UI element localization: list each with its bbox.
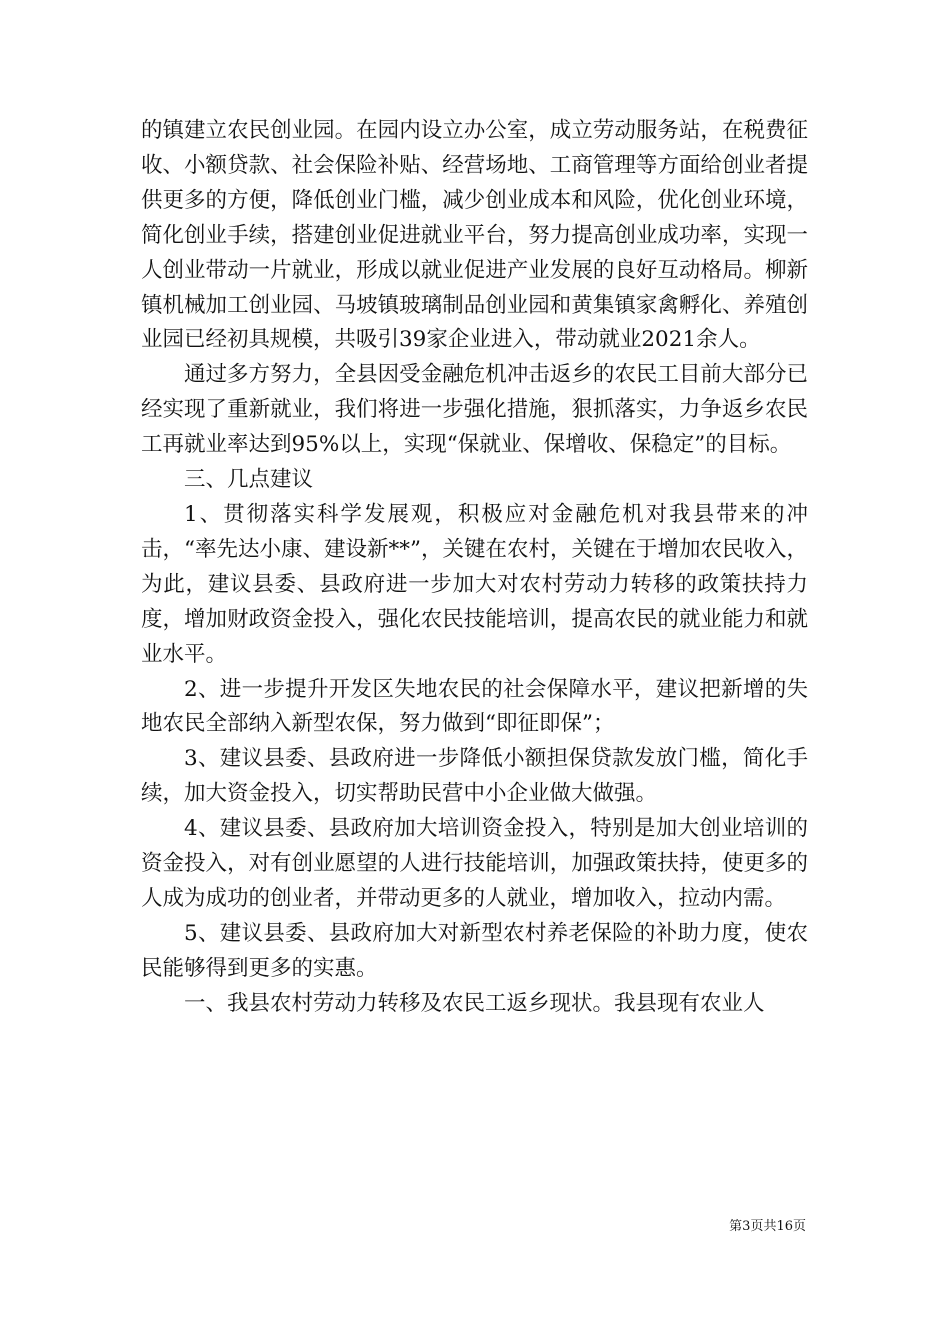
- suggestion-item-5: 5、建议县委、县政府加大对新型农村养老保险的补助力度，使农民能够得到更多的实惠。: [141, 920, 808, 981]
- paragraph-summary: 通过多方努力，全县因受金融危机冲击返乡的农民工目前大部分已经实现了重新就业，我们将进一步强化措施，狠抓落实，力争返乡农民工再就业率达到95%以上，实现“保就业、保增收、保稳定”的目标。: [141, 362, 808, 458]
- suggestion-item-3: 3、建议县委、县政府进一步降低小额担保贷款发放门槛，简化手续，加大资金投入，切实帮助民营中小企业做大做强。: [141, 746, 808, 807]
- paragraph-section-one-start: 一、我县农村劳动力转移及农民工返乡现状。我县现有农业人: [184, 990, 765, 1016]
- suggestion-item-2: 2、进一步提升开发区失地农民的社会保障水平，建议把新增的失地农民全部纳入新型农保，努力做到“即征即保”；: [141, 676, 808, 737]
- suggestion-item-4: 4、建议县委、县政府加大培训资金投入，特别是加大创业培训的资金投入，对有创业愿望的人进行技能培训，加强政策扶持，使更多的人成为成功的创业者，并带动更多的人就业，增加收入，拉动内需。: [141, 816, 808, 911]
- page-number-footer: 第3页共16页: [729, 1219, 806, 1234]
- paragraph-continuation: 的镇建立农民创业园。在园内设立办公室，成立劳动服务站，在税费征收、小额贷款、社会保险补贴、经营场地、工商管理等方面给创业者提供更多的方便，降低创业门槛，减少创业成本和风险，优化创业环境，简化创业手续，搭建创业促进就业平台，努力提高创业成功率，实现一人创业带动一片就业，形成以就业促进产业发展的良好互动格局。柳新镇机械加工创业园、马坡镇玻璃制品创业园和黄集镇家禽孵化、养殖创业园已经初具规模，共吸引39家企业进入，带动就业2021余人。: [141, 118, 808, 353]
- document-body: [141, 114, 808, 1022]
- suggestion-item-1: 1、贯彻落实科学发展观，积极应对金融危机对我县带来的冲击，“率先达小康、建设新**”，关键在农村，关键在于增加农民收入，为此，建议县委、县政府进一步加大对农村劳动力转移的政策扶持力度，增加财政资金投入，强化农民技能培训，提高农民的就业能力和就业水平。: [141, 501, 808, 667]
- section-heading-suggestions: 三、几点建议: [184, 467, 314, 493]
